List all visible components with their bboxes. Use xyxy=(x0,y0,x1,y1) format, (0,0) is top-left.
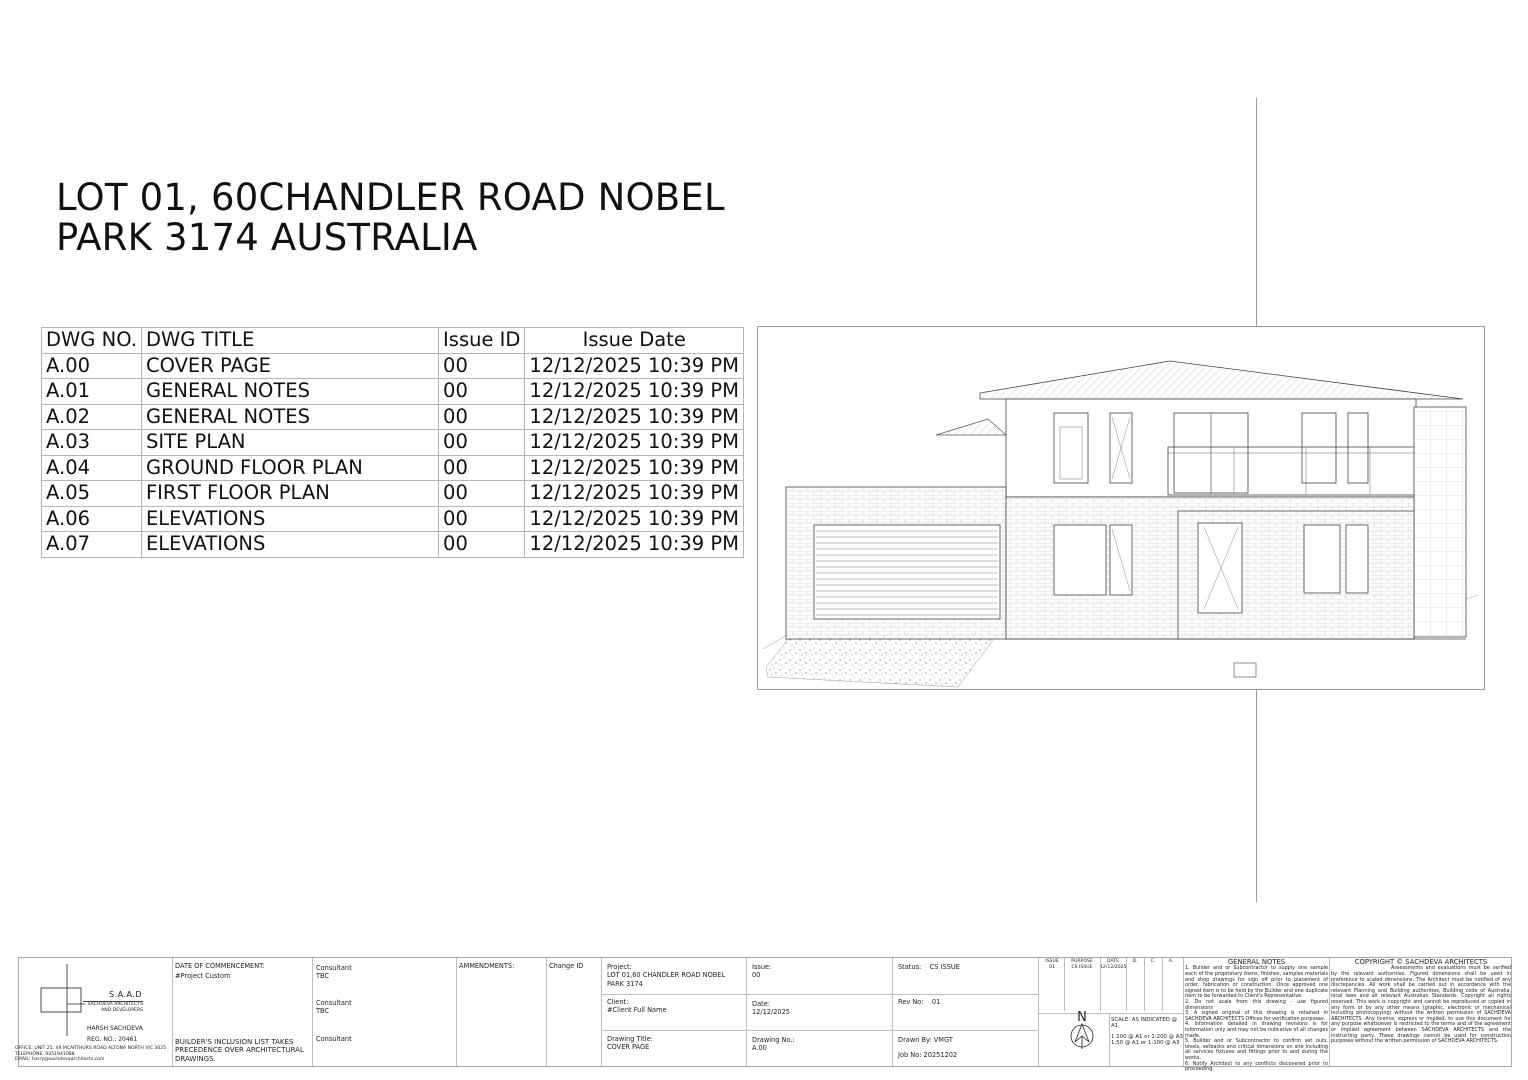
title-line-2: PARK 3174 AUSTRALIA xyxy=(56,216,478,259)
cell-issue-id: 00 xyxy=(439,379,525,405)
table-header-row xyxy=(42,328,744,354)
copyright-title: COPYRIGHT © SACHDEVA ARCHITECTS xyxy=(1354,958,1488,966)
cell-issue-id: 00 xyxy=(439,481,525,507)
cell-dwg-title: ELEVATIONS xyxy=(141,506,438,532)
note-item: 6. Notify Architect to any conflicts discovered prior to proceeding. xyxy=(1185,1060,1328,1073)
firm-logo xyxy=(39,964,85,1036)
sheet-divider-line xyxy=(1256,98,1257,326)
cell-issue-id: 00 xyxy=(439,532,525,558)
north-arrow xyxy=(1067,1010,1097,1053)
cell-dwg-no: A.07 xyxy=(42,532,142,558)
consultant-2: Consultant TBC xyxy=(316,999,352,1016)
header-issue-id: Issue ID xyxy=(439,328,525,354)
consultant-1: Consultant TBC xyxy=(316,964,352,981)
north-label: N xyxy=(1077,1010,1087,1025)
job-no: Job No: 20251202 xyxy=(898,1051,958,1059)
cell-issue-id: 00 xyxy=(439,353,525,379)
cell-dwg-no: A.03 xyxy=(42,430,142,456)
cell-dwg-title: SITE PLAN xyxy=(141,430,438,456)
copyright-block xyxy=(1331,958,1511,1045)
table-row xyxy=(42,404,744,430)
issue-register-row: 01 CS ISSUE 12/12/2025 xyxy=(1049,964,1127,970)
drawing-register-table xyxy=(41,327,744,558)
status-field: Status: CS ISSUE xyxy=(898,963,960,971)
cell-dwg-no: A.05 xyxy=(42,481,142,507)
issue-field: Issue: 00 xyxy=(752,963,772,980)
cell-dwg-title: ELEVATIONS xyxy=(141,532,438,558)
note-item: 4. Information detailed in drawing revisions is for information only and may not be indicative of all changes made. xyxy=(1185,1021,1328,1039)
north-arrow-icon xyxy=(1067,1022,1097,1050)
cell-dwg-title: GENERAL NOTES xyxy=(141,379,438,405)
title-block xyxy=(15,957,1512,1073)
cell-issue-date: 12/12/2025 10:39 PM xyxy=(525,430,744,456)
general-notes-title: GENERAL NOTES xyxy=(1227,958,1286,966)
table-row xyxy=(42,430,744,456)
title-line-1: LOT 01, 60CHANDLER ROAD NOBEL xyxy=(56,176,725,219)
scale-block: SCALE: AS INDICATED @ A1 1:100 @ A1 or 1:200 @ A3 1:50 @ A1 or 1:100 @ A3 xyxy=(1111,1017,1183,1046)
table-row xyxy=(42,532,744,558)
house-elevation-drawing xyxy=(758,327,1484,689)
note-item: 2. Do not scale from this drawing - use figured dimensions xyxy=(1185,998,1328,1011)
amendments-label: AMMENDMENTS: xyxy=(459,962,515,970)
date-field: Date: 12/12/2025 xyxy=(752,1000,791,1017)
cell-issue-date: 12/12/2025 10:39 PM xyxy=(525,506,744,532)
firm-contact: OFFICE: UNIT 25, 49 MCARTHURS ROAD ALTONA NORTH VIC 3025 TELEPHONE: 0451941088 EMAIL: harry@sachdevaarchitects.com xyxy=(15,1046,167,1063)
general-notes-list xyxy=(1185,966,1328,1072)
cell-dwg-no: A.04 xyxy=(42,455,142,481)
cell-dwg-title: COVER PAGE xyxy=(141,353,438,379)
cell-issue-date: 12/12/2025 10:39 PM xyxy=(525,379,744,405)
drawing-title-field: Drawing Title: COVER PAGE xyxy=(607,1035,653,1052)
table-row xyxy=(42,506,744,532)
general-notes xyxy=(1185,958,1328,1073)
cell-issue-date: 12/12/2025 10:39 PM xyxy=(525,481,744,507)
issue-register-header: ISSUE PURPOSE DATE D. C. A. xyxy=(1045,959,1174,964)
firm-name: SACHDEVA ARCHITECTS AND DEVELOPERS xyxy=(83,1001,143,1013)
client-field: Client: #Client Full Name xyxy=(607,998,667,1015)
cell-dwg-no: A.02 xyxy=(42,404,142,430)
rev-field: Rev No: 01 xyxy=(898,998,941,1006)
cell-issue-date: 12/12/2025 10:39 PM xyxy=(525,404,744,430)
cell-issue-date: 12/12/2025 10:39 PM xyxy=(525,532,744,558)
cell-issue-id: 00 xyxy=(439,430,525,456)
cell-dwg-title: FIRST FLOOR PLAN xyxy=(141,481,438,507)
table-row xyxy=(42,481,744,507)
issue-register xyxy=(1040,959,1182,970)
cell-dwg-title: GENERAL NOTES xyxy=(141,404,438,430)
drawing-no-field: Drawing No.: A.00 xyxy=(752,1036,795,1053)
cell-dwg-no: A.06 xyxy=(42,506,142,532)
change-id-label: Change ID xyxy=(549,962,584,970)
cell-issue-id: 00 xyxy=(439,404,525,430)
firm-block xyxy=(15,958,172,1068)
page-title xyxy=(56,178,725,258)
header-issue-date: Issue Date xyxy=(525,328,744,354)
header-dwg-title: DWG TITLE xyxy=(141,328,438,354)
note-item: 3. A signed original of this drawing is retained in SACHDEVA ARCHITECTS Offices for verification purposes. xyxy=(1185,1010,1328,1022)
table-row xyxy=(42,353,744,379)
cell-dwg-no: A.01 xyxy=(42,379,142,405)
project-field: Project: LOT 01,60 CHANDLER ROAD NOBEL PARK 3174 xyxy=(607,963,726,988)
table-row xyxy=(42,379,744,405)
firm-logo-text: S.A.A.D xyxy=(109,990,143,999)
sheet-divider-line xyxy=(1256,690,1257,902)
cell-dwg-no: A.00 xyxy=(42,353,142,379)
note-item: 5. Builder and or Subcontractor to confirm set outs, levels, setbacks and critical dimensions on site including all services fixtures and fittings prior to and during the works. xyxy=(1185,1038,1328,1061)
consultant-3: Consultant xyxy=(316,1035,352,1043)
reg-no: REG. NO.: 20461 xyxy=(87,1036,138,1043)
cell-issue-date: 12/12/2025 10:39 PM xyxy=(525,353,744,379)
header-dwg-no: DWG NO. xyxy=(42,328,142,354)
cell-issue-date: 12/12/2025 10:39 PM xyxy=(525,455,744,481)
note-item: 1. Builder and or Subcontractor to supply one sample each of the proprietary items, finishes, samples materials and shop drawings for sign off prior to placement of order, fabrication or construction. Once approved one signed item is to be held by the Builder and one duplicate item to be forwarded to Client's Representative. xyxy=(1185,965,1328,1000)
architect-name: HARSH SACHDEVA xyxy=(87,1025,143,1032)
cell-issue-id: 00 xyxy=(439,455,525,481)
inclusion-note: BUILDER'S INCLUSION LIST TAKES PRECEDENCE OVER ARCHITECTURAL DRAWINGS. xyxy=(175,1038,304,1063)
commencement-block: DATE OF COMMENCEMENT: #Project Custom xyxy=(175,962,265,981)
house-render-image xyxy=(757,326,1485,690)
drawn-by: Drawn By: VMGT xyxy=(898,1036,953,1044)
table-row xyxy=(42,455,744,481)
copyright-text: Assessments and evaluations must be verified by the relevant authorities. Figured dimensions shall be used in preference to scaled dimensions. The Architect must be notified of any discrepancies. All work shall be carried out in accordance with the relevant Planning and Building authorities, Building code of Australia, local laws and all relevant Australian Standards. Copyright all rights reserved. This work is copyright and cannot be reproduced or copied in any form or by any other means (graphic, electronic or mechanical including photocopying) without the written permission of SACHDEVA ARCHITECTS. Any licence, express or implied, to use this document for any purpose whatsoever is restricted to the terms and of the agreement or implied agreement between SACHDEVA ARCHITECTS and the instructing party. These drawings cannot be used for construction purposes without the written permission of SACHDEVA ARCHITECTS. xyxy=(1331,965,1511,1045)
cell-dwg-title: GROUND FLOOR PLAN xyxy=(141,455,438,481)
cell-issue-id: 00 xyxy=(439,506,525,532)
